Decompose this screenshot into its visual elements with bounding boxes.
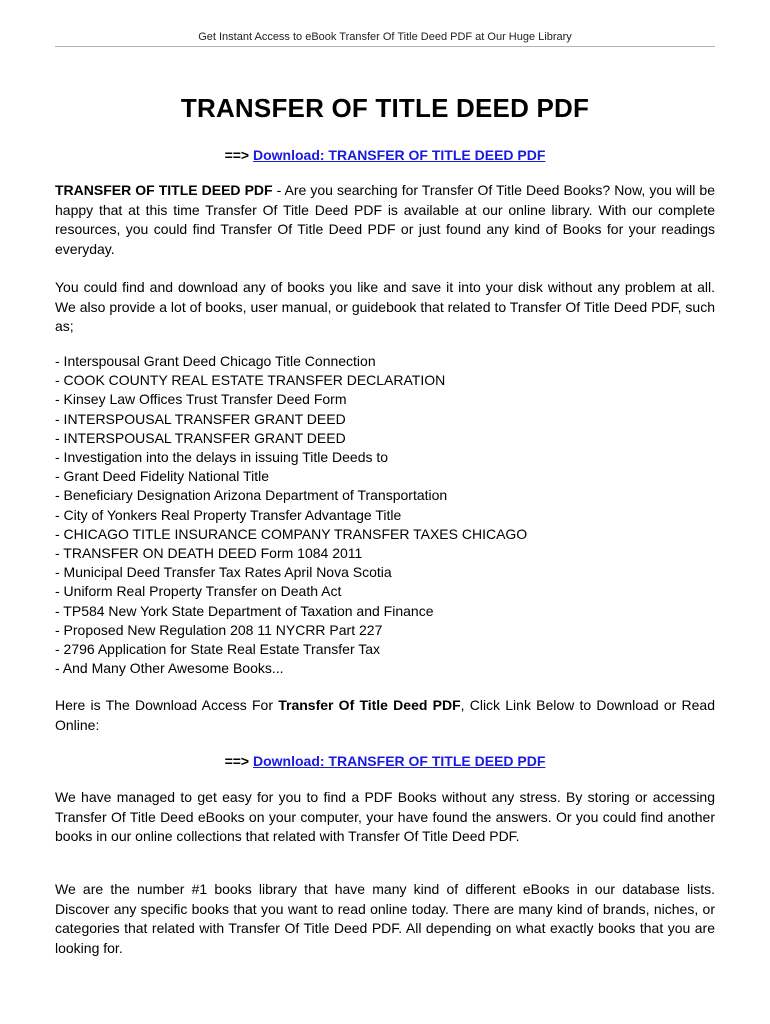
intro-text: - Are you searching for Transfer Of Title Deed Books? Now, you will be happy that at this time Transfer Of Title Deed PDF is available at our online library. With our complete resources, you could find Transfer Of Title Deed PDF or just found any kind of Books for your readings everyday. bbox=[55, 182, 715, 257]
header-text: Get Instant Access to eBook Transfer Of Title Deed PDF at Our Huge Library bbox=[198, 31, 572, 43]
list-item: - Beneficiary Designation Arizona Department of Transportation bbox=[55, 487, 448, 504]
list-item: - Interspousal Grant Deed Chicago Title Connection bbox=[55, 353, 376, 369]
download-link-top[interactable]: Download: TRANSFER OF TITLE DEED PDF bbox=[252, 147, 546, 163]
list-item: - INTERSPOUSAL TRANSFER GRANT DEED bbox=[55, 429, 346, 446]
list-item: - Municipal Deed Transfer Tax Rates April Nova Scotia bbox=[55, 564, 392, 581]
paragraph-4: We are the number #1 books library that have many kind of different eBooks in our database lists. Discover any specific books that you want to read online today. There are many kind of brands, niches, or categories that related with Transfer Of Title Deed PDF. All depending on what exactly books that you are looking for. bbox=[55, 881, 715, 956]
access-text-after: , Click Link Below to Download or Read Online: bbox=[55, 697, 715, 733]
document-title: TRANSFER OF TITLE DEED PDF bbox=[180, 93, 590, 123]
list-item: - 2796 Application for State Real Estate Transfer Tax bbox=[55, 641, 381, 658]
list-item: - TRANSFER ON DEATH DEED Form 1084 2011 bbox=[55, 545, 363, 562]
list-item: - City of Yonkers Real Property Transfer Advantage Title bbox=[55, 506, 402, 523]
list-item: - And Many Other Awesome Books... bbox=[55, 660, 284, 677]
list-item: - TP584 New York State Department of Taxation and Finance bbox=[55, 602, 434, 619]
list-item: - Investigation into the delays in issuing Title Deeds to bbox=[55, 449, 389, 466]
list-item: - Proposed New Regulation 208 11 NYCRR Part 227 bbox=[55, 621, 383, 638]
access-bold: Transfer Of Title Deed PDF bbox=[278, 697, 461, 713]
download-arrow: ==> bbox=[224, 753, 250, 769]
download-line-bottom bbox=[55, 752, 715, 770]
book-list bbox=[55, 352, 715, 678]
list-item: - Kinsey Law Offices Trust Transfer Deed Form bbox=[55, 391, 347, 408]
intro-bold: TRANSFER OF TITLE DEED PDF bbox=[55, 182, 273, 198]
access-text-before: Here is The Download Access For bbox=[55, 697, 279, 713]
list-item: - Uniform Real Property Transfer on Death Act bbox=[55, 583, 342, 600]
download-link-bottom[interactable]: Download: TRANSFER OF TITLE DEED PDF bbox=[252, 753, 546, 769]
list-item: - COOK COUNTY REAL ESTATE TRANSFER DECLARATION bbox=[55, 372, 446, 389]
paragraph-2: You could find and download any of books you like and save it into your disk without any problem at all. We also provide a lot of books, user manual, or guidebook that related to Transfer Of Title Deed PDF, such as; bbox=[55, 279, 715, 334]
paragraph-3: We have managed to get easy for you to find a PDF Books without any stress. By storing or accessing Transfer Of Title Deed eBooks on your computer, your have found the answers. Or you could find another books in our online collections that related with Transfer Of Title Deed PDF. bbox=[55, 789, 715, 844]
list-item: - INTERSPOUSAL TRANSFER GRANT DEED bbox=[55, 410, 346, 427]
download-arrow: ==> bbox=[224, 147, 250, 163]
download-line-top bbox=[55, 146, 715, 164]
intro-paragraph bbox=[55, 181, 715, 259]
list-item: - Grant Deed Fidelity National Title bbox=[55, 468, 269, 485]
access-paragraph bbox=[55, 696, 715, 735]
page-header bbox=[55, 0, 715, 47]
list-item: - CHICAGO TITLE INSURANCE COMPANY TRANSFER TAXES CHICAGO bbox=[55, 525, 528, 542]
